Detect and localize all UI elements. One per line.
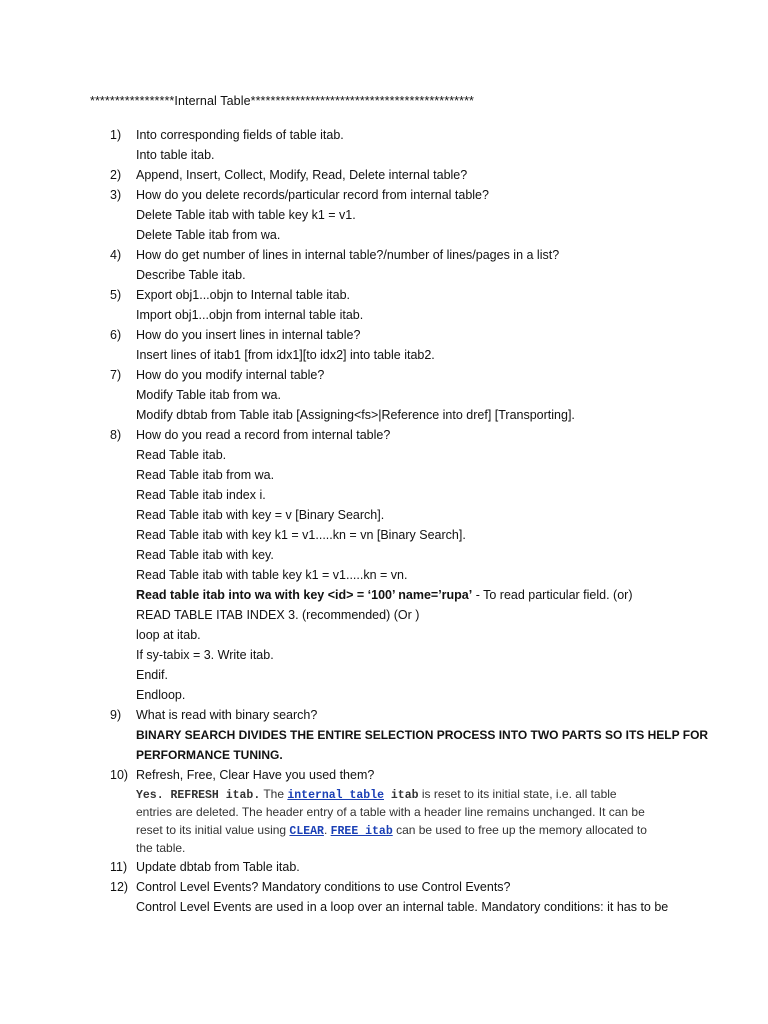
item-line: Refresh, Free, Clear Have you used them? (136, 768, 375, 782)
item-line: Endif. (136, 668, 168, 682)
item-line-caps: BINARY SEARCH DIVIDES THE ENTIRE SELECTION PROCESS INTO TWO PARTS SO ITS HELP FOR (136, 728, 709, 742)
item-line: Insert lines of itab1 [from idx1][to idx2] into table itab2. (136, 348, 435, 362)
list-item-6 (0, 325, 768, 365)
item-line: Endloop. (136, 688, 186, 702)
note-text: reset to its initial value using (136, 823, 290, 837)
item-line: How do you read a record from internal table? (136, 428, 391, 442)
item-line: How do you delete records/particular record from internal table? (136, 188, 489, 202)
item-line: How do get number of lines in internal table?/number of lines/pages in a list? (136, 248, 560, 262)
item-line: Export obj1...objn to Internal table itab. (136, 288, 351, 302)
code-itab: itab (384, 789, 419, 802)
note-text: is reset to its initial state, i.e. all table (418, 787, 617, 801)
item-line-caps: PERFORMANCE TUNING. (136, 748, 283, 762)
item-line: How do you modify internal table? (136, 368, 325, 382)
item-line: Delete Table itab from wa. (136, 228, 281, 242)
list-item-4 (0, 245, 768, 285)
note-line-4: the table. (136, 841, 186, 855)
list-item-9 (0, 705, 768, 765)
item-number: 2) (110, 168, 122, 182)
list-item-8 (0, 425, 768, 705)
item-number: 4) (110, 248, 122, 262)
note-line-2: entries are deleted. The header entry of a table with a header line remains unchanged. It can be (136, 805, 645, 819)
note-text: The (260, 787, 288, 801)
item-line: Control Level Events are used in a loop over an internal table. Mandatory conditions: it has to be (136, 900, 669, 914)
note-line-1 (136, 785, 681, 803)
item-line: Control Level Events? Mandatory conditions to use Control Events? (136, 880, 511, 894)
note-text: . (323, 823, 331, 837)
list-item-1 (0, 125, 768, 165)
item-number: 12) (110, 880, 129, 894)
list-item-11 (0, 857, 768, 877)
item-number: 7) (110, 368, 122, 382)
item-line: Read Table itab with key k1 = v1.....kn = vn [Binary Search]. (136, 528, 466, 542)
item-number: 11) (110, 860, 128, 874)
bold-statement: Read table itab into wa with key <id> = ‘100’ name=’rupa’ (136, 588, 473, 602)
item-line: Delete Table itab with table key k1 = v1. (136, 208, 356, 222)
item-number: 10) (110, 768, 129, 782)
item-line-bold (0, 585, 768, 605)
internal-table-link[interactable]: internal table (287, 789, 384, 802)
item-number: 3) (110, 188, 122, 202)
item-number: 5) (110, 288, 122, 302)
list-item-3 (0, 185, 768, 245)
statement-tail: - To read particular field. (or) (472, 588, 633, 602)
item-line: Read Table itab. (136, 448, 227, 462)
item-line: Modify Table itab from wa. (136, 388, 281, 402)
item-number: 6) (110, 328, 122, 342)
item-line: Read Table itab with key. (136, 548, 274, 562)
item-number: 9) (110, 708, 122, 722)
item-number: 8) (110, 428, 122, 442)
item-line: Modify dbtab from Table itab [Assigning<fs>|Reference into dref] [Transporting]. (136, 408, 575, 422)
item-line: If sy-tabix = 3. Write itab. (136, 648, 274, 662)
item-line: Read Table itab index i. (136, 488, 266, 502)
page-title: *****************Internal Table********************************************* (90, 94, 475, 108)
item-line: Append, Insert, Collect, Modify, Read, Delete internal table? (136, 168, 468, 182)
item-line: Into corresponding fields of table itab. (136, 128, 344, 142)
item-line: Import obj1...objn from internal table itab. (136, 308, 364, 322)
item-line: What is read with binary search? (136, 708, 318, 722)
list-item-12 (0, 877, 768, 917)
note-line-3 (136, 821, 681, 839)
item-line: Describe Table itab. (136, 268, 246, 282)
item-line: loop at itab. (136, 628, 201, 642)
note-text: can be used to free up the memory allocated to (392, 823, 647, 837)
item-line: READ TABLE ITAB INDEX 3. (recommended) (Or ) (136, 608, 420, 622)
item-line: Into table itab. (136, 148, 215, 162)
list-item-7 (0, 365, 768, 425)
code-yes-refresh: Yes. REFRESH itab. (136, 789, 261, 802)
clear-link[interactable]: CLEAR (289, 825, 324, 838)
item-line: Read Table itab from wa. (136, 468, 275, 482)
item-line: How do you insert lines in internal table? (136, 328, 361, 342)
list-item-5 (0, 285, 768, 325)
item-line: Update dbtab from Table itab. (136, 860, 300, 874)
free-itab-link[interactable]: FREE itab (330, 825, 393, 838)
item-number: 1) (110, 128, 122, 142)
question-list (0, 125, 768, 917)
list-item-2 (0, 165, 768, 185)
item-line: Read Table itab with key = v [Binary Search]. (136, 508, 385, 522)
item-line: Read Table itab with table key k1 = v1.....kn = vn. (136, 568, 408, 582)
list-item-10 (0, 765, 768, 857)
refresh-note (0, 785, 681, 857)
